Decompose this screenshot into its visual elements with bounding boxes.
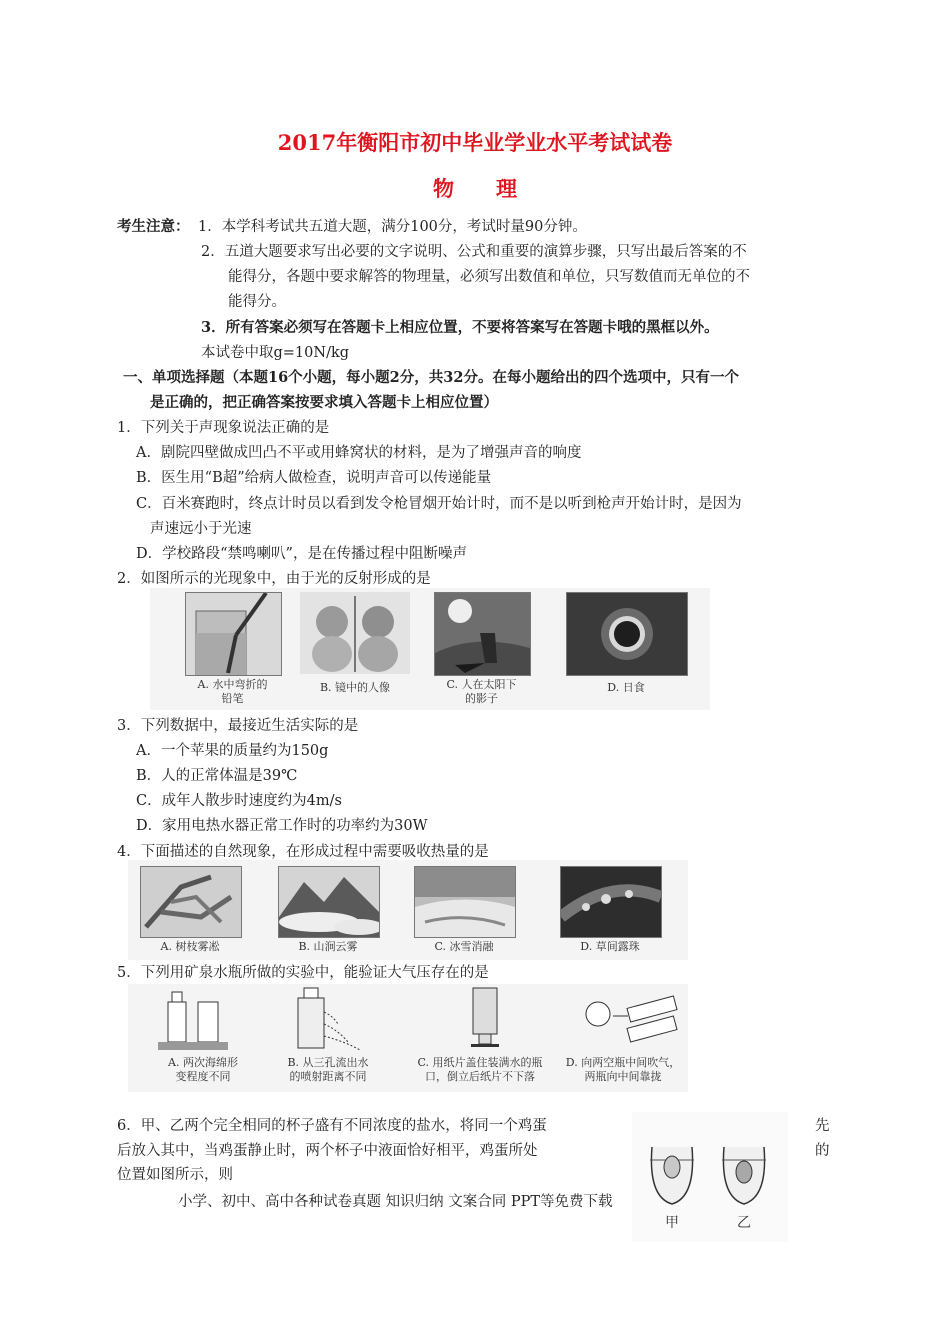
q5-caption-a-line-2: 变程度不同 bbox=[175, 1070, 231, 1083]
q6-cups-figure bbox=[632, 1112, 788, 1242]
q4-figure bbox=[128, 860, 688, 960]
q5-caption-b-line-1: B. 从三孔流出水 bbox=[287, 1056, 369, 1069]
egg-cups-drawing bbox=[632, 1112, 788, 1212]
notice-item-3: 3．所有答案必须写在答题卡上相应位置，不要将答案写在答题卡哦的黑框以外。 bbox=[201, 319, 719, 336]
mountain-fog-image bbox=[278, 866, 380, 938]
q2-figure bbox=[150, 588, 710, 710]
q1-stem: 1．下列关于声现象说法正确的是 bbox=[117, 420, 330, 436]
notice-item-1: 1．本学科考试共五道大题，满分100分，考试时量90分钟。 bbox=[198, 219, 587, 235]
rime-branch-image bbox=[140, 866, 242, 938]
q3-stem: 3．下列数据中，最接近生活实际的是 bbox=[117, 718, 359, 734]
q2-caption-a-line-2: 铅笔 bbox=[221, 692, 244, 705]
q5-caption-d-line-1: D. 向两空瓶中间吹气， bbox=[565, 1056, 681, 1069]
q5-figure bbox=[128, 984, 688, 1092]
q6-line-1: 6．甲、乙两个完全相同的杯子盛有不同浓度的盐水，将同一个鸡蛋 bbox=[117, 1118, 547, 1134]
dew-drops-image bbox=[560, 866, 662, 938]
mirror-baby-image bbox=[300, 592, 410, 674]
section-heading-line-1: 一、单项选择题（本题16个小题，每小题2分，共32分。在每小题给出的四个选项中，只有一个 bbox=[123, 369, 739, 386]
q1-option-a: A．剧院四壁做成凹凸不平或用蜂窝状的材料，是为了增强声音的响度 bbox=[136, 445, 582, 461]
q1-option-d: D．学校路段“禁鸣喇叭”，是在传播过程中阻断噪声 bbox=[136, 546, 467, 562]
cup-label-right: 乙 bbox=[737, 1215, 751, 1231]
q1-option-c-line-1: C．百米赛跑时，终点计时员以看到发令枪冒烟开始计时，而不是以听到枪声开始计时，是因为 bbox=[136, 496, 742, 512]
q2-caption-c-line-2: 的影子 bbox=[465, 692, 498, 705]
q4-stem: 4．下面描述的自然现象，在形成过程中需要吸收热量的是 bbox=[117, 844, 489, 860]
section-heading-line-2: 是正确的，把正确答案按要求填入答题卡上相应位置） bbox=[150, 394, 498, 411]
pencil-in-water-image bbox=[185, 592, 282, 676]
q1-option-c-line-2: 声速远小于光速 bbox=[150, 521, 252, 537]
q2-caption-b: B. 镜中的人像 bbox=[319, 681, 391, 694]
cup-label-left: 甲 bbox=[665, 1215, 679, 1231]
q2-caption-a-line-1: A. 水中弯折的 bbox=[197, 678, 268, 691]
exam-title: 2017年衡阳市初中毕业学业水平考试试卷 bbox=[277, 130, 673, 155]
q5-caption-c-line-2: 口，倒立后纸片不下落 bbox=[425, 1070, 535, 1083]
q5-stem: 5．下列用矿泉水瓶所做的实验中，能验证大气压存在的是 bbox=[117, 965, 489, 981]
q2-caption-d: D. 日食 bbox=[607, 681, 645, 694]
q2-caption-c-line-1: C. 人在太阳下 bbox=[446, 678, 517, 691]
g-note: 本试卷中取g=10N/kg bbox=[201, 345, 350, 361]
notice-item-2-line-3: 能得分。 bbox=[228, 294, 286, 310]
q5-caption-c-line-1: C. 用纸片盖住装满水的瓶 bbox=[417, 1056, 543, 1069]
melting-snow-image bbox=[414, 866, 516, 938]
q5-caption-b-line-2: 的喷射距离不同 bbox=[289, 1070, 367, 1083]
q6-line-3: 位置如图所示，则 bbox=[117, 1167, 233, 1183]
q3-option-a: A．一个苹果的质量约为150g bbox=[136, 743, 329, 759]
q4-caption-d: D. 草间露珠 bbox=[580, 940, 640, 953]
subject-title: 物 理 bbox=[433, 176, 517, 201]
q6-line-2: 后放入其中，当鸡蛋静止时，两个杯子中液面恰好相平，鸡蛋所处 bbox=[117, 1143, 538, 1159]
q3-option-c: C．成年人散步时速度约为4m/s bbox=[136, 793, 342, 809]
q3-option-b: B．人的正常体温是39℃ bbox=[136, 768, 298, 784]
q5-caption-d-line-2: 两瓶向中间靠拢 bbox=[584, 1070, 662, 1083]
q4-caption-b: B. 山涧云雾 bbox=[298, 940, 358, 953]
q6-line-1-end: 先 bbox=[815, 1118, 830, 1134]
notice-item-2-line-2: 能得分，各题中要求解答的物理量，必须写出数值和单位，只写数值而无单位的不 bbox=[228, 269, 750, 285]
bottle-experiments-drawing bbox=[128, 984, 688, 1054]
q4-caption-a: A. 树枝雾凇 bbox=[160, 940, 220, 953]
q6-line-2-end: 的 bbox=[815, 1143, 830, 1159]
eclipse-image bbox=[566, 592, 688, 676]
shadow-image bbox=[434, 592, 531, 676]
q1-option-b: B．医生用“B超”给病人做检查，说明声音可以传递能量 bbox=[136, 470, 492, 486]
notice-label: 考生注意： bbox=[117, 218, 190, 235]
q5-caption-a-line-1: A. 两次海绵形 bbox=[168, 1056, 238, 1069]
footer-text: 小学、初中、高中各种试卷真题 知识归纳 文案合同 PPT等免费下载 bbox=[178, 1194, 613, 1210]
q2-stem: 2．如图所示的光现象中，由于光的反射形成的是 bbox=[117, 571, 431, 587]
q4-caption-c: C. 冰雪消融 bbox=[434, 940, 494, 953]
q3-option-d: D．家用电热水器正常工作时的功率约为30W bbox=[136, 818, 428, 834]
notice-item-2-line-1: 2．五道大题要求写出必要的文字说明、公式和重要的演算步骤，只写出最后答案的不 bbox=[201, 244, 747, 260]
